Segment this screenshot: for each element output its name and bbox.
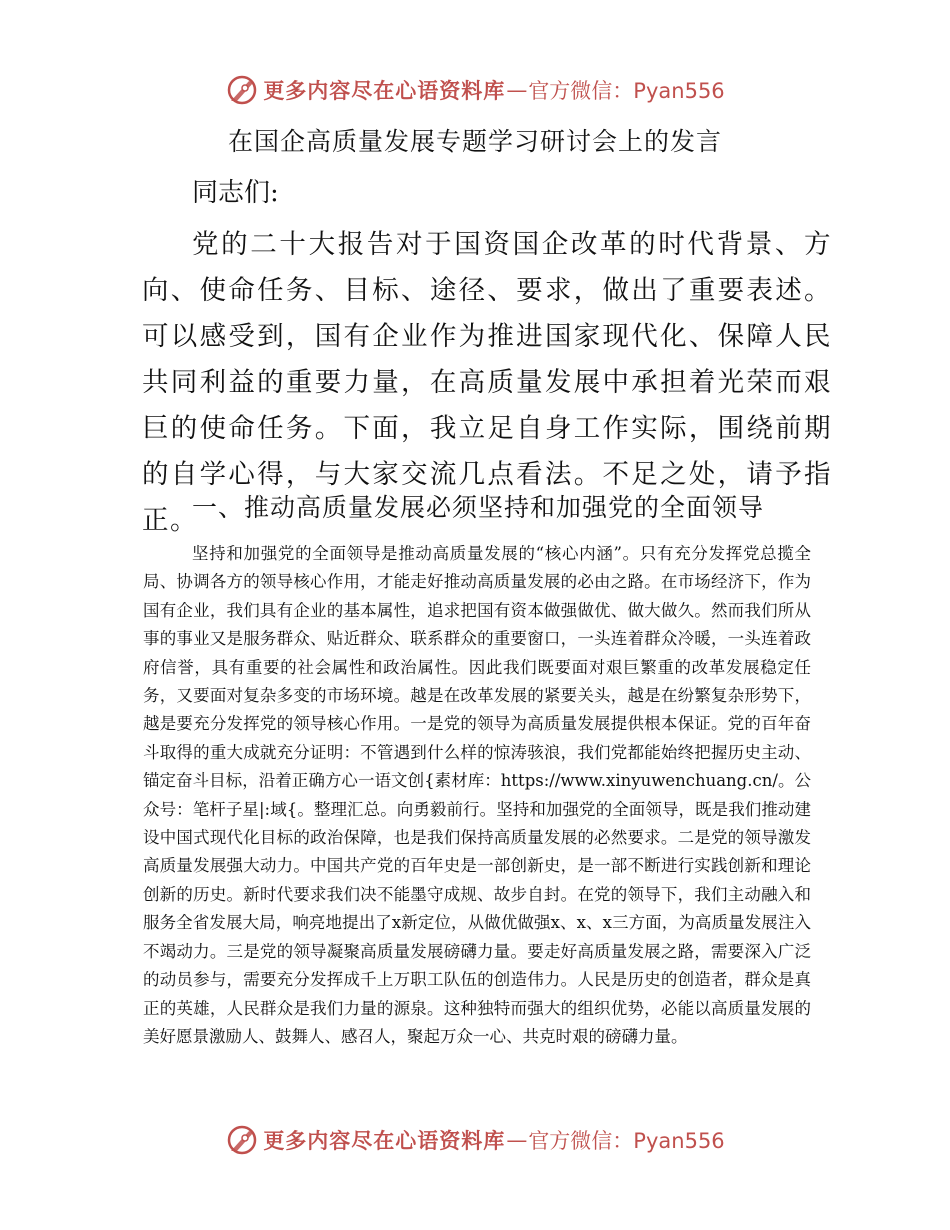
intro-paragraph: 党的二十大报告对于国资国企改革的时代背景、方向、使命任务、目标、途径、要求，做出了重要表述。可以感受到，国有企业作为推进国家现代化、保障人民共同利益的重要力量，在高质量发展中承担着光荣而艰巨的使命任务。下面，我立足自身工作实际，围绕前期的自学心得，与大家交流几点看法。不足之处，请予指正。 bbox=[142, 229, 832, 536]
document-title: 在国企高质量发展专题学习研讨会上的发言 bbox=[227, 127, 722, 156]
watermark-footer bbox=[0, 1120, 950, 1160]
quill-logo-icon bbox=[225, 73, 259, 107]
watermark-separator: — bbox=[506, 78, 528, 102]
greeting: 同志们: bbox=[192, 178, 279, 208]
watermark-brand: 更多内容尽在心语资料库 bbox=[263, 79, 506, 103]
watermark-wechat: 官方微信：Pyan556 bbox=[528, 1129, 725, 1153]
watermark-separator: — bbox=[506, 1128, 528, 1152]
body-paragraph: 坚持和加强党的全面领导是推动高质量发展的“核心内涵”。只有充分发挥党总揽全局、协调各方的领导核心作用，才能走好推动高质量发展的必由之路。在市场经济下，作为国有企业，我们具有企业的基本属性，追求把国有资本做强做优、做大做久。然而我们所从事的事业又是服务群众、贴近群众、联系群众的重要窗口，一头连着群众冷暖，一头连着政府信誉，具有重要的社会属性和政治属性。因此我们既要面对艰巨繁重的改革发展稳定任务，又要面对复杂多变的市场环境。越是在改革发展的紧要关头，越是在纷繁复杂形势下，越是要充分发挥党的领导核心作用。一是党的领导为高质量发展提供根本保证。党的百年奋斗取得的重大成就充分证明：不管遇到什么样的惊涛骇浪，我们党都能始终把握历史主动、锚定奋斗目标，沿着正确方心一语文创{素材库：https://www.xinyuwenchuang.cn/。公众号：笔杆子星|:域{。整理汇总。向勇毅前行。坚持和加强党的全面领导，既是我们推动建设中国式现代化目标的政治保障，也是我们保持高质量发展的必然要求。二是党的领导激发高质量发展强大动力。中国共产党的百年史是一部创新史，是一部不断进行实践创新和理论创新的历史。新时代要求我们决不能墨守成规、故步自封。在党的领导下，我们主动融入和服务全省发展大局，响亮地提出了x新定位，从做优做强x、x、x三方面，为高质量发展注入不竭动力。三是党的领导凝聚高质量发展磅礴力量。要走好高质量发展之路，需要深入广泛的动员参与，需要充分发挥成千上万职工队伍的创造伟力。人民是历史的创造者，群众是真正的英雄，人民群众是我们力量的源泉。这种独特而强大的组织优势，必能以高质量发展的美好愿景激励人、鼓舞人、感召人，聚起万众一心、共克时艰的磅礴力量。 bbox=[143, 544, 811, 1046]
watermark-brand: 更多内容尽在心语资料库 bbox=[263, 1129, 506, 1153]
section-heading: 一、推动高质量发展必须坚持和加强党的全面领导 bbox=[192, 493, 765, 522]
watermark-wechat: 官方微信：Pyan556 bbox=[528, 79, 725, 103]
quill-logo-icon bbox=[225, 1123, 259, 1157]
watermark-header bbox=[0, 70, 950, 110]
